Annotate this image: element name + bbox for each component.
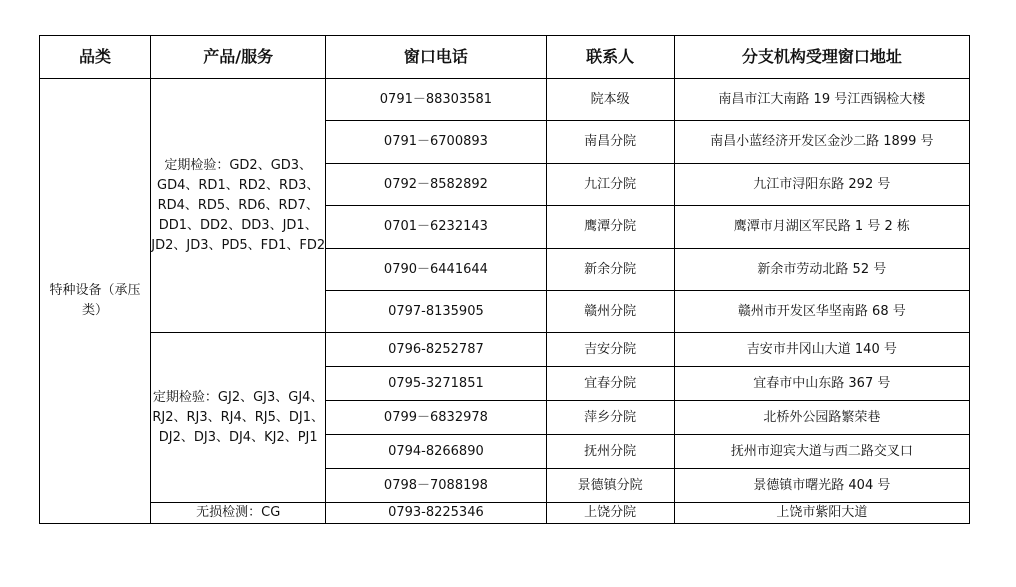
category-cell: 特种设备（承压类） [40,79,151,524]
address-cell: 吉安市井冈山大道 140 号 [674,333,969,367]
phone-cell: 0797-8135905 [326,291,546,333]
header-contact: 联系人 [546,36,674,79]
address-cell: 九江市浔阳东路 292 号 [674,164,969,206]
header-row [40,36,970,79]
phone-cell: 0791－6700893 [326,121,546,164]
address-cell: 鹰潭市月湖区军民路 1 号 2 栋 [674,206,969,249]
table-row [40,333,970,367]
address-cell: 抚州市迎宾大道与西二路交叉口 [674,435,969,469]
contact-cell: 宜春分院 [546,367,674,401]
phone-cell: 0795-3271851 [326,367,546,401]
address-cell: 上饶市紫阳大道 [674,503,969,524]
phone-cell: 0798－7088198 [326,469,546,503]
phone-cell: 0799－6832978 [326,401,546,435]
address-cell: 北桥外公园路繁荣巷 [674,401,969,435]
phone-cell: 0790－6441644 [326,249,546,291]
contact-cell: 抚州分院 [546,435,674,469]
product-cell: 定期检验：GJ2、GJ3、GJ4、RJ2、RJ3、RJ4、RJ5、DJ1、DJ2、DJ3、DJ4、KJ2、PJ1 [151,333,326,503]
header-phone: 窗口电话 [326,36,546,79]
contact-cell: 赣州分院 [546,291,674,333]
header-category: 品类 [40,36,151,79]
address-cell: 南昌市江大南路 19 号江西锅检大楼 [674,79,969,121]
contact-cell: 鹰潭分院 [546,206,674,249]
phone-cell: 0792－8582892 [326,164,546,206]
address-cell: 新余市劳动北路 52 号 [674,249,969,291]
phone-cell: 0796-8252787 [326,333,546,367]
address-cell: 南昌小蓝经济开发区金沙二路 1899 号 [674,121,969,164]
phone-cell: 0793-8225346 [326,503,546,524]
phone-cell: 0794-8266890 [326,435,546,469]
address-cell: 宜春市中山东路 367 号 [674,367,969,401]
contact-cell: 吉安分院 [546,333,674,367]
address-cell: 景德镇市曙光路 404 号 [674,469,969,503]
product-cell: 无损检测：CG [151,503,326,524]
contact-cell: 上饶分院 [546,503,674,524]
table-row [40,79,970,121]
branch-table [39,35,970,524]
contact-cell: 院本级 [546,79,674,121]
address-cell: 赣州市开发区华坚南路 68 号 [674,291,969,333]
contact-cell: 景德镇分院 [546,469,674,503]
contact-cell: 新余分院 [546,249,674,291]
contact-cell: 九江分院 [546,164,674,206]
phone-cell: 0791－88303581 [326,79,546,121]
header-product: 产品/服务 [151,36,326,79]
contact-cell: 萍乡分院 [546,401,674,435]
product-cell: 定期检验：GD2、GD3、GD4、RD1、RD2、RD3、RD4、RD5、RD6、RD7、DD1、DD2、DD3、JD1、JD2、JD3、PD5、FD1、FD2 [151,79,326,333]
phone-cell: 0701－6232143 [326,206,546,249]
header-address: 分支机构受理窗口地址 [674,36,969,79]
table-row [40,503,970,524]
contact-cell: 南昌分院 [546,121,674,164]
